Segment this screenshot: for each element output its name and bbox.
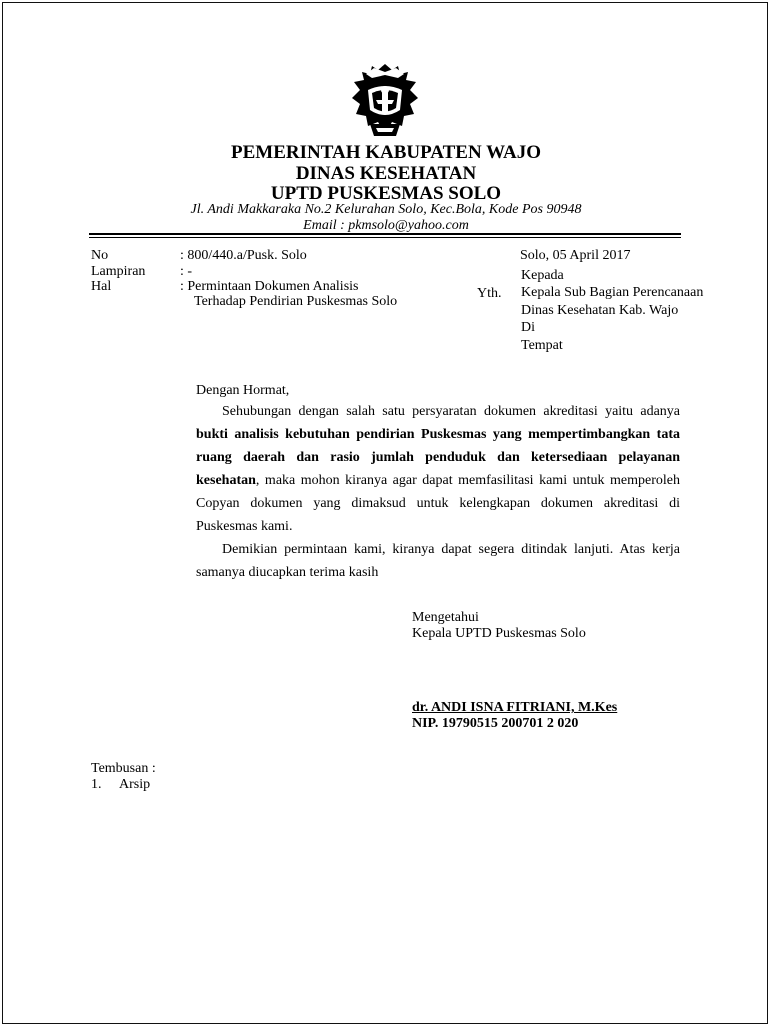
meta-hal-label: Hal (91, 279, 112, 294)
body-p1-bold: bukti analisis kebutuhan pendirian Puskesmas yang mempertimbangkan tata ruang daerah dan rasio jumlah penduduk dan ketersediaan pelayanan kesehatan (196, 427, 680, 488)
signature-nip: NIP. 19790515 200701 2 020 (412, 716, 579, 731)
greeting: Dengan Hormat, (196, 383, 290, 398)
signature-title: Kepala UPTD Puskesmas Solo (412, 626, 586, 641)
letterhead-address: Jl. Andi Makkaraka No.2 Kelurahan Solo, Kec.Bola, Kode Pos 90948 (190, 202, 582, 217)
tembusan-label: Tembusan : (91, 761, 156, 776)
tembusan-item-number: 1. (91, 777, 102, 792)
body-paragraph-2: Demikian permintaan kami, kiranya dapat segera ditindak lanjuti. Atas kerja samanya diucapkan terima kasih (196, 542, 680, 580)
letterhead-department: DINAS KESEHATAN (295, 163, 477, 184)
meta-no-label: No (91, 248, 109, 263)
tembusan-item-text: Arsip (119, 777, 151, 792)
letterhead-unit: UPTD PUSKESMAS SOLO (270, 183, 502, 204)
meta-no-value: : 800/440.a/Pusk. Solo (180, 248, 307, 263)
meta-lampiran-label: Lampiran (91, 264, 146, 279)
meta-lampiran-value: : - (180, 264, 193, 279)
body-paragraph-1 (196, 400, 680, 538)
signature-name: dr. ANDI ISNA FITRIANI, M.Kes (412, 700, 618, 715)
body-p1-rest: , maka mohon kiranya agar dapat memfasilitasi kami untuk memperoleh Copyan dokumen yang dimaksud untuk kelengkapan dokumen akreditasi di Puskesmas kami. (196, 473, 680, 534)
letterhead-email: Email : pkmsolo@yahoo.com (303, 218, 469, 233)
recipient-line4: Tempat (521, 338, 563, 353)
letterhead-divider-thick (89, 233, 681, 235)
letterhead-divider-thin (89, 237, 681, 238)
letterhead-government: PEMERINTAH KABUPATEN WAJO (230, 142, 541, 163)
letter-date: Solo, 05 April 2017 (520, 248, 631, 263)
meta-hal-value: : Permintaan Dokumen Analisis (180, 279, 359, 294)
recipient-kepada: Kepada (521, 268, 564, 283)
meta-hal-value-cont: Terhadap Pendirian Puskesmas Solo (194, 294, 398, 309)
recipient-line2: Dinas Kesehatan Kab. Wajo (521, 303, 679, 318)
recipient-line1: Kepala Sub Bagian Perencanaan (521, 285, 704, 300)
body-p1-intro: Sehubungan dengan salah satu persyaratan dokumen akreditasi yaitu adanya (222, 404, 680, 419)
recipient-yth: Yth. (477, 286, 502, 301)
signature-mengetahui: Mengetahui (412, 610, 479, 625)
recipient-line3: Di (521, 320, 535, 335)
wajo-regency-emblem-icon (346, 60, 424, 144)
